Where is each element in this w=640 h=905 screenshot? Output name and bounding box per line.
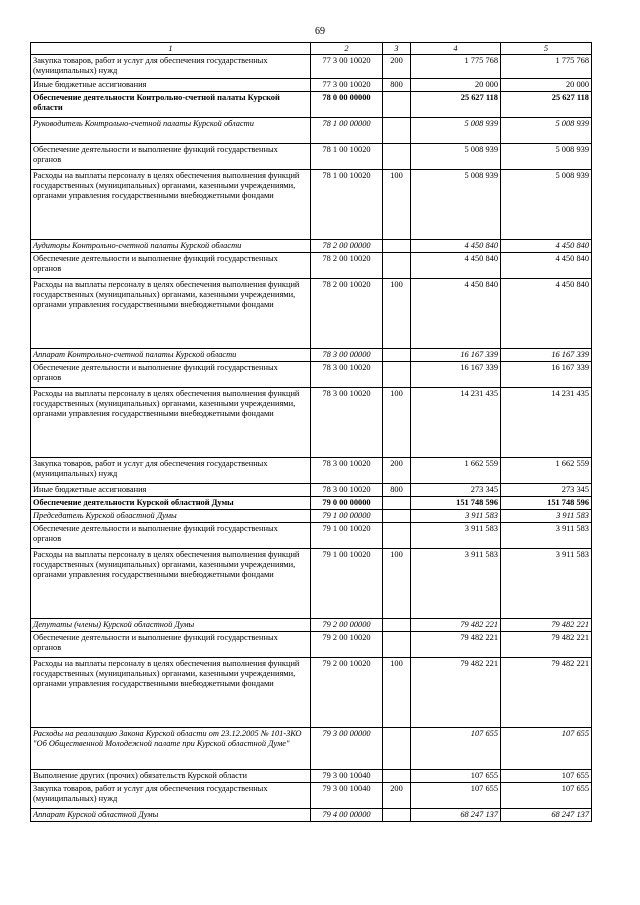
row-type-cell bbox=[383, 240, 411, 253]
row-type-cell bbox=[383, 497, 411, 510]
row-name-cell: Расходы на выплаты персоналу в целях обеспечения выполнения функций государственных (муниципальных) органами, казенными учреждениями, органами управления государственными внебюджетными фондами bbox=[31, 388, 311, 458]
row-value-2-cell: 16 167 339 bbox=[501, 362, 592, 388]
row-value-1-cell: 79 482 221 bbox=[411, 619, 501, 632]
row-code-cell: 78 1 00 00000 bbox=[311, 118, 383, 144]
row-code-cell: 79 1 00 10020 bbox=[311, 549, 383, 619]
row-value-1-cell: 107 655 bbox=[411, 783, 501, 809]
row-name-cell: Руководитель Контрольно-счетной палаты Курской области bbox=[31, 118, 311, 144]
row-name-cell: Депутаты (члены) Курской областной Думы bbox=[31, 619, 311, 632]
row-value-2-cell: 3 911 583 bbox=[501, 549, 592, 619]
row-value-1-cell: 4 450 840 bbox=[411, 240, 501, 253]
row-value-1-cell: 79 482 221 bbox=[411, 658, 501, 728]
table-row bbox=[31, 619, 592, 632]
table-row bbox=[31, 240, 592, 253]
table-row bbox=[31, 349, 592, 362]
row-type-cell bbox=[383, 510, 411, 523]
row-name-cell: Иные бюджетные ассигнования bbox=[31, 79, 311, 92]
table-row bbox=[31, 632, 592, 658]
row-type-cell bbox=[383, 253, 411, 279]
row-value-1-cell: 5 008 939 bbox=[411, 144, 501, 170]
row-value-2-cell: 3 911 583 bbox=[501, 510, 592, 523]
row-code-cell: 79 3 00 10040 bbox=[311, 770, 383, 783]
row-name-cell: Расходы на выплаты персоналу в целях обеспечения выполнения функций государственных (муниципальных) органами, казенными учреждениями, органами управления государственными внебюджетными фондами bbox=[31, 549, 311, 619]
row-name-cell: Иные бюджетные ассигнования bbox=[31, 484, 311, 497]
row-name-cell: Председатель Курской областной Думы bbox=[31, 510, 311, 523]
table-row bbox=[31, 510, 592, 523]
row-name-cell: Закупка товаров, работ и услуг для обеспечения государственных (муниципальных) нужд bbox=[31, 55, 311, 79]
table-row bbox=[31, 523, 592, 549]
row-type-cell bbox=[383, 362, 411, 388]
row-name-cell: Аппарат Контрольно-счетной палаты Курской области bbox=[31, 349, 311, 362]
row-value-2-cell: 25 627 118 bbox=[501, 92, 592, 118]
row-value-2-cell: 5 008 939 bbox=[501, 118, 592, 144]
row-name-cell: Обеспечение деятельности и выполнение функций государственных органов bbox=[31, 144, 311, 170]
row-value-1-cell: 16 167 339 bbox=[411, 349, 501, 362]
row-code-cell: 78 3 00 10020 bbox=[311, 362, 383, 388]
row-type-cell bbox=[383, 92, 411, 118]
row-code-cell: 78 2 00 10020 bbox=[311, 253, 383, 279]
row-type-cell: 100 bbox=[383, 170, 411, 240]
table-row bbox=[31, 497, 592, 510]
table-row bbox=[31, 362, 592, 388]
table-header-row bbox=[31, 43, 592, 55]
header-col-3: 3 bbox=[383, 43, 411, 55]
row-value-1-cell: 273 345 bbox=[411, 484, 501, 497]
row-type-cell bbox=[383, 770, 411, 783]
row-type-cell: 200 bbox=[383, 458, 411, 484]
row-name-cell: Обеспечение деятельности и выполнение функций государственных органов bbox=[31, 253, 311, 279]
row-code-cell: 79 1 00 00000 bbox=[311, 510, 383, 523]
row-code-cell: 78 3 00 10020 bbox=[311, 484, 383, 497]
row-code-cell: 79 3 00 00000 bbox=[311, 728, 383, 770]
table-row bbox=[31, 549, 592, 619]
row-code-cell: 77 3 00 10020 bbox=[311, 79, 383, 92]
row-type-cell bbox=[383, 118, 411, 144]
table-row bbox=[31, 55, 592, 79]
row-value-1-cell: 1 662 559 bbox=[411, 458, 501, 484]
table-row bbox=[31, 170, 592, 240]
row-name-cell: Обеспечение деятельности и выполнение функций государственных органов bbox=[31, 632, 311, 658]
row-code-cell: 79 2 00 00000 bbox=[311, 619, 383, 632]
page-number: 69 bbox=[315, 26, 325, 37]
header-col-4: 4 bbox=[411, 43, 501, 55]
table-row bbox=[31, 783, 592, 809]
row-value-1-cell: 14 231 435 bbox=[411, 388, 501, 458]
table-row bbox=[31, 770, 592, 783]
row-type-cell: 200 bbox=[383, 55, 411, 79]
row-value-2-cell: 273 345 bbox=[501, 484, 592, 497]
row-code-cell: 78 1 00 10020 bbox=[311, 170, 383, 240]
row-code-cell: 79 2 00 10020 bbox=[311, 658, 383, 728]
row-value-2-cell: 3 911 583 bbox=[501, 523, 592, 549]
row-type-cell bbox=[383, 349, 411, 362]
table-row bbox=[31, 809, 592, 822]
row-type-cell bbox=[383, 144, 411, 170]
table-row bbox=[31, 92, 592, 118]
row-value-2-cell: 68 247 137 bbox=[501, 809, 592, 822]
row-value-1-cell: 25 627 118 bbox=[411, 92, 501, 118]
row-value-2-cell: 20 000 bbox=[501, 79, 592, 92]
row-value-1-cell: 3 911 583 bbox=[411, 523, 501, 549]
row-value-2-cell: 151 748 596 bbox=[501, 497, 592, 510]
row-name-cell: Расходы на выплаты персоналу в целях обеспечения выполнения функций государственных (муниципальных) органами, казенными учреждениями, органами управления государственными внебюджетными фондами bbox=[31, 279, 311, 349]
table-row bbox=[31, 279, 592, 349]
table-row bbox=[31, 728, 592, 770]
table-row bbox=[31, 79, 592, 92]
row-value-1-cell: 16 167 339 bbox=[411, 362, 501, 388]
row-value-2-cell: 79 482 221 bbox=[501, 619, 592, 632]
row-name-cell: Обеспечение деятельности и выполнение функций государственных органов bbox=[31, 362, 311, 388]
row-value-2-cell: 4 450 840 bbox=[501, 253, 592, 279]
row-value-2-cell: 79 482 221 bbox=[501, 632, 592, 658]
table-row bbox=[31, 388, 592, 458]
header-col-1: 1 bbox=[31, 43, 311, 55]
row-name-cell: Расходы на выплаты персоналу в целях обеспечения выполнения функций государственных (муниципальных) органами, казенными учреждениями, органами управления государственными внебюджетными фондами bbox=[31, 170, 311, 240]
row-value-2-cell: 79 482 221 bbox=[501, 658, 592, 728]
row-value-1-cell: 5 008 939 bbox=[411, 170, 501, 240]
row-value-1-cell: 4 450 840 bbox=[411, 253, 501, 279]
row-value-2-cell: 4 450 840 bbox=[501, 279, 592, 349]
row-value-2-cell: 16 167 339 bbox=[501, 349, 592, 362]
row-code-cell: 79 0 00 00000 bbox=[311, 497, 383, 510]
row-value-2-cell: 4 450 840 bbox=[501, 240, 592, 253]
row-type-cell: 100 bbox=[383, 388, 411, 458]
row-value-2-cell: 1 775 768 bbox=[501, 55, 592, 79]
row-type-cell bbox=[383, 632, 411, 658]
row-code-cell: 78 3 00 10020 bbox=[311, 388, 383, 458]
row-name-cell: Расходы на выплаты персоналу в целях обеспечения выполнения функций государственных (муниципальных) органами, казенными учреждениями, органами управления государственными внебюджетными фондами bbox=[31, 658, 311, 728]
table-row bbox=[31, 144, 592, 170]
row-code-cell: 79 3 00 10040 bbox=[311, 783, 383, 809]
header-col-2: 2 bbox=[311, 43, 383, 55]
row-value-1-cell: 151 748 596 bbox=[411, 497, 501, 510]
row-code-cell: 79 2 00 10020 bbox=[311, 632, 383, 658]
row-value-2-cell: 107 655 bbox=[501, 770, 592, 783]
row-type-cell: 100 bbox=[383, 549, 411, 619]
row-name-cell: Аудиторы Контрольно-счетной палаты Курской области bbox=[31, 240, 311, 253]
row-value-2-cell: 5 008 939 bbox=[501, 170, 592, 240]
row-value-1-cell: 20 000 bbox=[411, 79, 501, 92]
row-code-cell: 78 1 00 10020 bbox=[311, 144, 383, 170]
row-value-2-cell: 1 662 559 bbox=[501, 458, 592, 484]
row-name-cell: Расходы на реализацию Закона Курской области от 23.12.2005 № 101-ЗКО "Об Общественной Молодежной палате при Курской областной Думе" bbox=[31, 728, 311, 770]
table-row bbox=[31, 484, 592, 497]
row-value-1-cell: 79 482 221 bbox=[411, 632, 501, 658]
row-value-2-cell: 5 008 939 bbox=[501, 144, 592, 170]
row-type-cell: 800 bbox=[383, 484, 411, 497]
row-value-1-cell: 107 655 bbox=[411, 728, 501, 770]
row-type-cell bbox=[383, 523, 411, 549]
table-row bbox=[31, 253, 592, 279]
row-value-1-cell: 3 911 583 bbox=[411, 510, 501, 523]
row-code-cell: 79 4 00 00000 bbox=[311, 809, 383, 822]
row-name-cell: Закупка товаров, работ и услуг для обеспечения государственных (муниципальных) нужд bbox=[31, 783, 311, 809]
row-name-cell: Выполнение других (прочих) обязательств Курской области bbox=[31, 770, 311, 783]
row-code-cell: 78 2 00 10020 bbox=[311, 279, 383, 349]
row-name-cell: Закупка товаров, работ и услуг для обеспечения государственных (муниципальных) нужд bbox=[31, 458, 311, 484]
row-name-cell: Обеспечение деятельности Контрольно-счетной палаты Курской области bbox=[31, 92, 311, 118]
row-name-cell: Обеспечение деятельности Курской областной Думы bbox=[31, 497, 311, 510]
row-code-cell: 78 2 00 00000 bbox=[311, 240, 383, 253]
row-type-cell bbox=[383, 809, 411, 822]
table-row bbox=[31, 658, 592, 728]
row-value-1-cell: 68 247 137 bbox=[411, 809, 501, 822]
row-type-cell: 100 bbox=[383, 279, 411, 349]
row-type-cell bbox=[383, 619, 411, 632]
row-type-cell: 800 bbox=[383, 79, 411, 92]
row-code-cell: 79 1 00 10020 bbox=[311, 523, 383, 549]
row-value-2-cell: 107 655 bbox=[501, 783, 592, 809]
table-row bbox=[31, 458, 592, 484]
row-code-cell: 78 3 00 00000 bbox=[311, 349, 383, 362]
row-type-cell: 100 bbox=[383, 658, 411, 728]
row-value-1-cell: 107 655 bbox=[411, 770, 501, 783]
row-code-cell: 77 3 00 10020 bbox=[311, 55, 383, 79]
row-name-cell: Аппарат Курской областной Думы bbox=[31, 809, 311, 822]
row-value-1-cell: 4 450 840 bbox=[411, 279, 501, 349]
row-value-1-cell: 3 911 583 bbox=[411, 549, 501, 619]
row-code-cell: 78 3 00 10020 bbox=[311, 458, 383, 484]
header-col-5: 5 bbox=[501, 43, 592, 55]
row-type-cell bbox=[383, 728, 411, 770]
row-value-1-cell: 5 008 939 bbox=[411, 118, 501, 144]
row-name-cell: Обеспечение деятельности и выполнение функций государственных органов bbox=[31, 523, 311, 549]
table-row bbox=[31, 118, 592, 144]
row-code-cell: 78 0 00 00000 bbox=[311, 92, 383, 118]
budget-table bbox=[30, 42, 592, 822]
row-value-1-cell: 1 775 768 bbox=[411, 55, 501, 79]
row-type-cell: 200 bbox=[383, 783, 411, 809]
row-value-2-cell: 107 655 bbox=[501, 728, 592, 770]
row-value-2-cell: 14 231 435 bbox=[501, 388, 592, 458]
